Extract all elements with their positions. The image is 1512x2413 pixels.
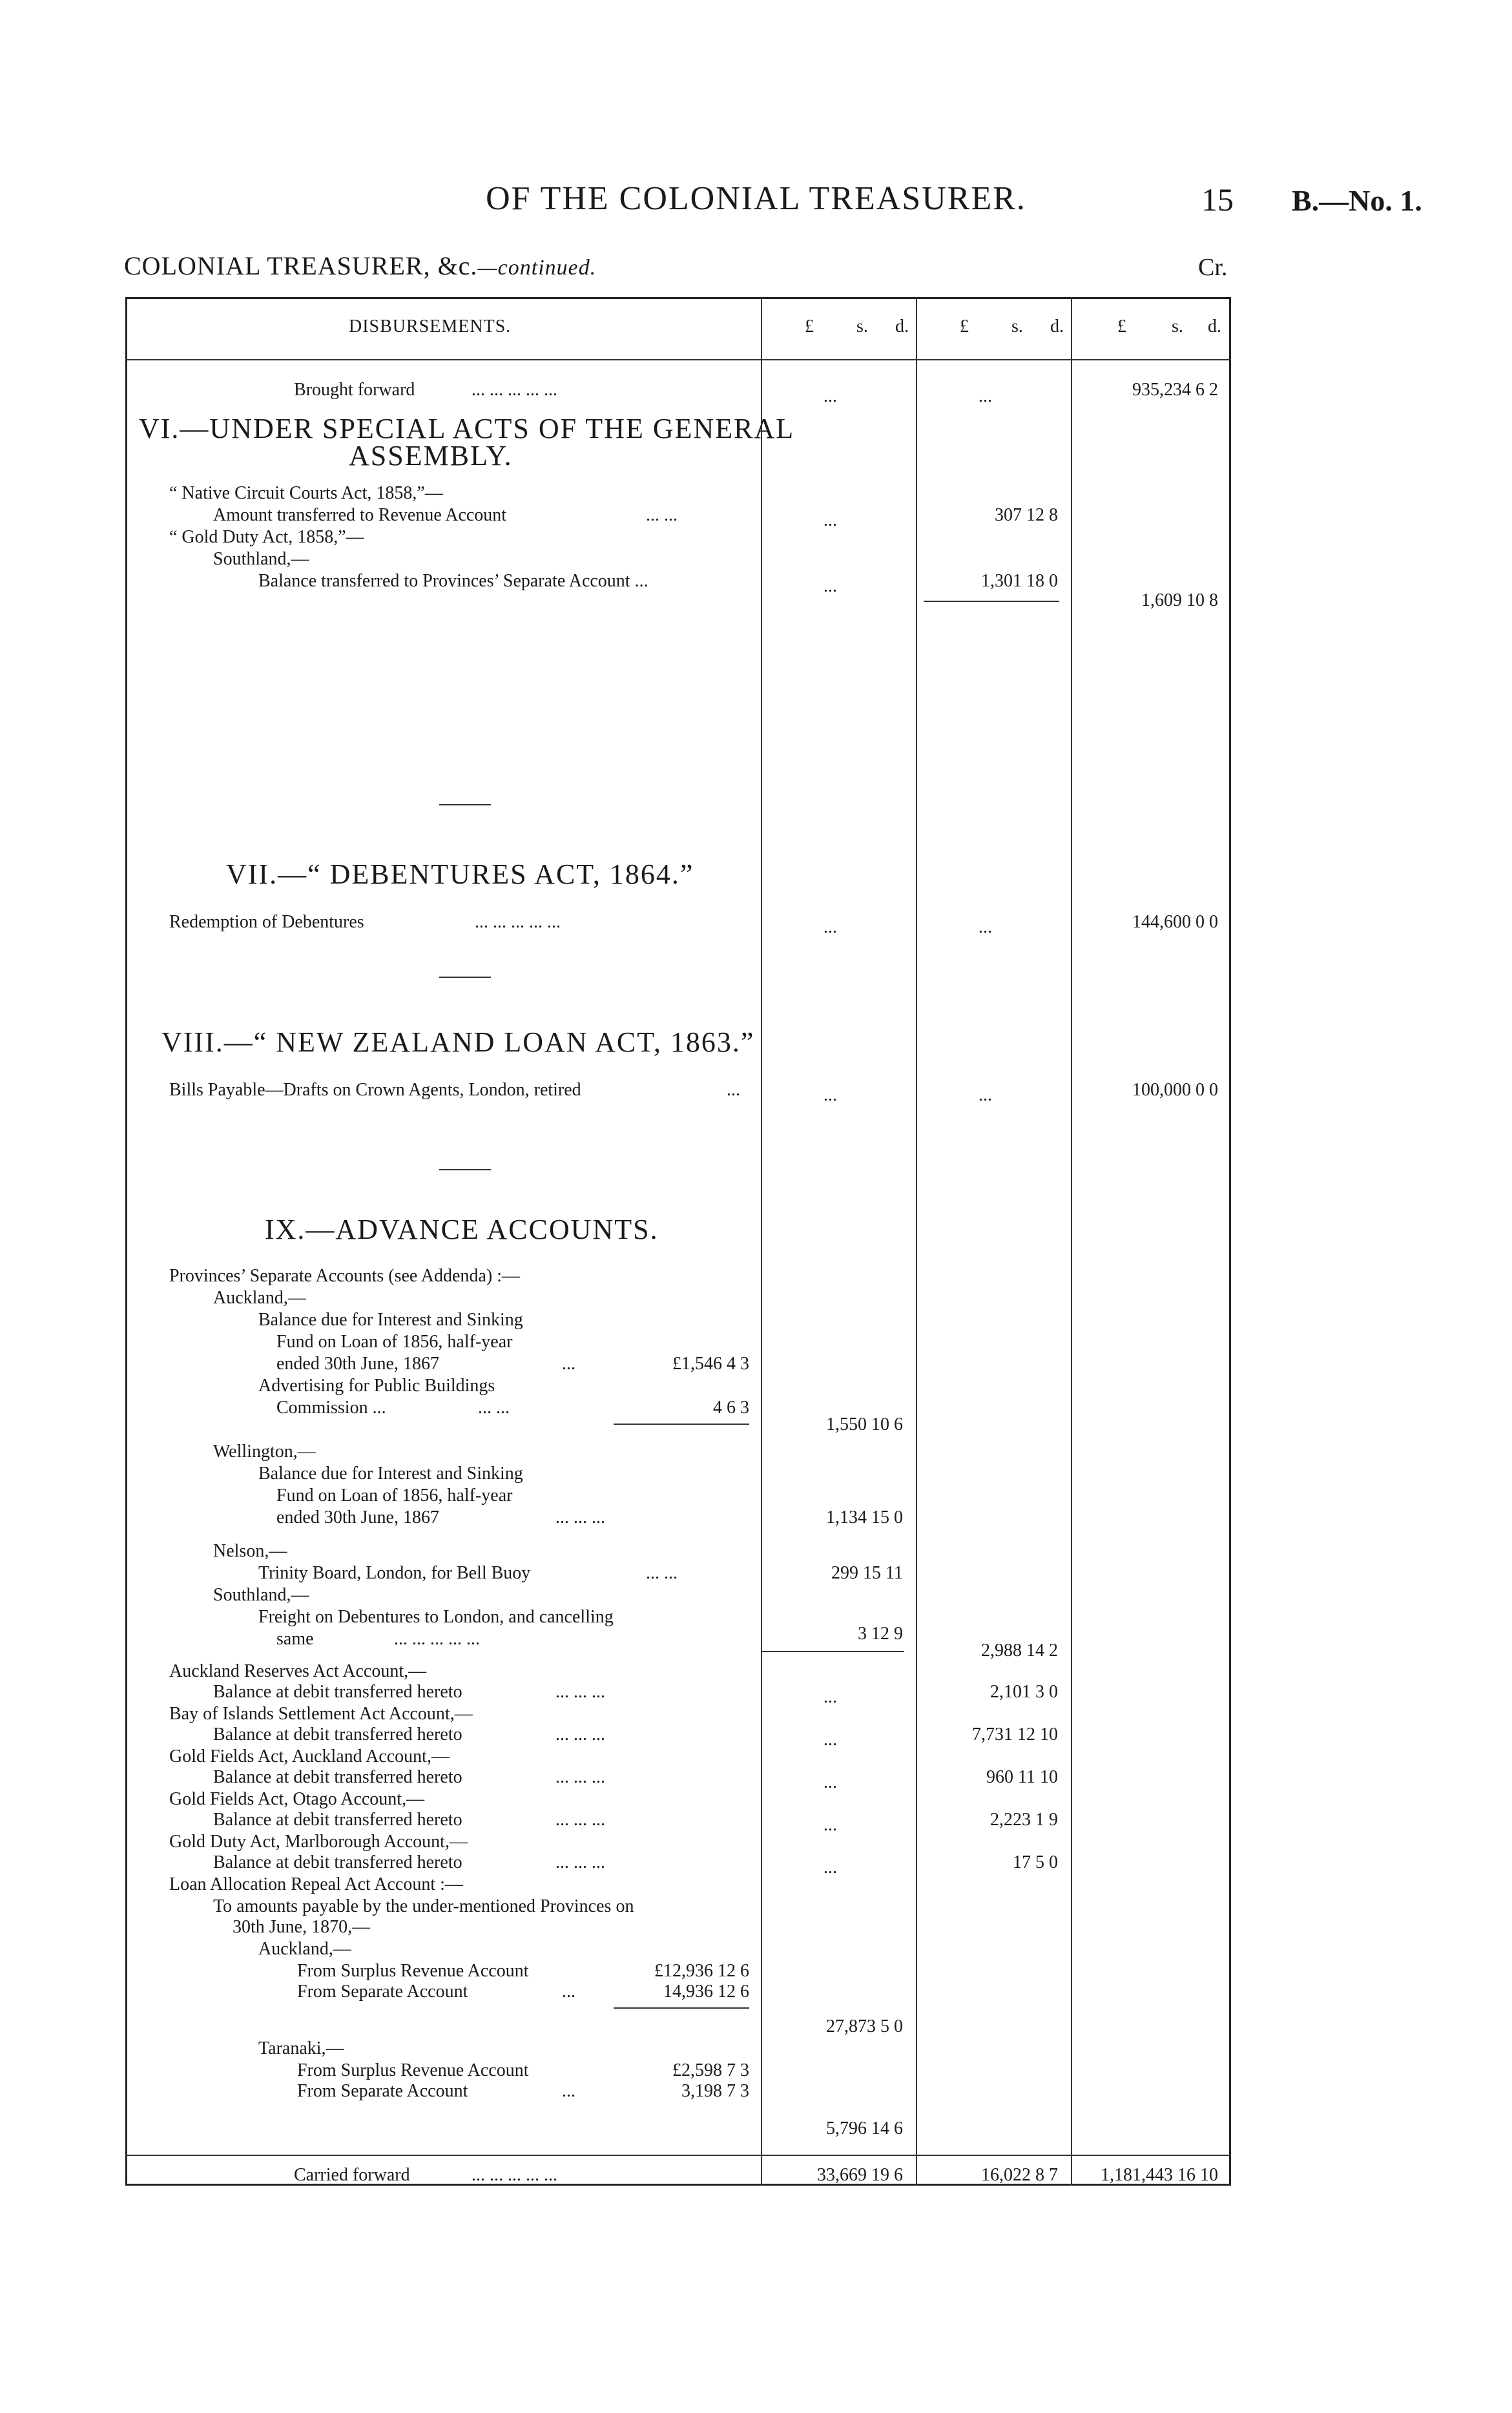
southland-adv-c1: 3 12 9	[858, 1624, 903, 1644]
section-divider	[439, 1169, 491, 1170]
c2-shillings: s.	[1011, 316, 1023, 337]
r5-c2: 17 5 0	[1013, 1852, 1058, 1872]
gold-fields-otago-balance: Balance at debit transferred hereto	[213, 1810, 462, 1830]
wellington-line-3: ended 30th June, 1867	[276, 1507, 439, 1528]
nelson-c1: 299 15 11	[831, 1563, 903, 1583]
sec7-c2: ...	[979, 917, 992, 937]
leader-dots: ... ... ...	[555, 1767, 605, 1787]
cf-c1: 33,669 19 6	[817, 2165, 903, 2185]
sec6-total: 1,609 10 8	[1141, 590, 1218, 610]
sec8-total: 100,000 0 0	[1132, 1080, 1218, 1100]
auckland-line-4: Advertising for Public Buildings	[258, 1376, 495, 1396]
section-vii-title: VII.—“ DEBENTURES ACT, 1864.”	[226, 858, 694, 890]
leader-dots: ...	[727, 1080, 740, 1100]
subtotal-rule	[614, 1424, 749, 1425]
gold-duty-marlborough-balance: Balance at debit transferred hereto	[213, 1852, 462, 1872]
col-divider-3	[1071, 297, 1072, 2186]
subheading-continued: —continued.	[477, 256, 597, 280]
c2-pounds: £	[960, 316, 969, 337]
loan-taranaki-surplus: From Surplus Revenue Account	[297, 2060, 529, 2080]
leader-dots: ... ... ... ... ...	[471, 2165, 557, 2185]
southland-adv-label: Southland,—	[213, 1585, 309, 1605]
carried-forward-label: Carried forward	[294, 2165, 410, 2185]
gold-duty-marlborough: Gold Duty Act, Marlborough Account,—	[169, 1832, 468, 1852]
leader-dots: ... ... ... ... ...	[471, 380, 557, 400]
page-number: 15	[1201, 181, 1234, 218]
sec7-c1: ...	[823, 917, 837, 937]
loan-taranaki-c1: 5,796 14 6	[826, 2118, 903, 2139]
c3-pounds: £	[1117, 316, 1126, 337]
wellington-label: Wellington,—	[213, 1442, 316, 1462]
brought-forward-label: Brought forward	[294, 380, 415, 400]
auckland-line-5: Commission ...	[276, 1398, 386, 1418]
credit-side-label: Cr.	[1198, 254, 1228, 281]
southland-c2: 1,301 18 0	[981, 571, 1058, 591]
loan-allocation-repeal: Loan Allocation Repeal Act Account :—	[169, 1874, 463, 1894]
auckland-line-1: Balance due for Interest and Sinking	[258, 1310, 523, 1330]
section-ix-title: IX.—ADVANCE ACCOUNTS.	[265, 1214, 659, 1245]
auckland-label: Auckland,—	[213, 1288, 306, 1308]
subheading-text: COLONIAL TREASURER, &c.	[124, 251, 478, 280]
auckland-c1: 1,550 10 6	[826, 1414, 903, 1434]
loan-taranaki-label: Taranaki,—	[258, 2038, 344, 2058]
gold-duty-act: “ Gold Duty Act, 1858,”—	[169, 527, 364, 547]
subtotal-rule	[924, 601, 1059, 602]
bf-c1: ...	[823, 386, 837, 406]
provinces-separate-accounts: Provinces’ Separate Accounts (see Addenda) :—	[169, 1266, 520, 1286]
r3-c2: 960 11 10	[986, 1767, 1058, 1787]
c1-pounds: £	[805, 316, 814, 337]
subtotal-rule	[614, 2007, 749, 2009]
table-subheading	[124, 251, 596, 281]
section-vi-title-1: VI.—UNDER SPECIAL ACTS OF THE GENERAL	[139, 413, 795, 444]
auckland-reserves-balance: Balance at debit transferred hereto	[213, 1682, 462, 1702]
loan-auckland-label: Auckland,—	[258, 1939, 351, 1959]
r1-c2: 2,101 3 0	[990, 1682, 1058, 1702]
loan-auckland-c1: 27,873 5 0	[826, 2016, 903, 2036]
r1-c1: ...	[823, 1687, 837, 1707]
wellington-line-1: Balance due for Interest and Sinking	[258, 1464, 523, 1484]
gold-fields-otago: Gold Fields Act, Otago Account,—	[169, 1789, 425, 1809]
header-rule	[125, 359, 1231, 360]
loan-allocation-line-2: To amounts payable by the under-mentioned Provinces on	[213, 1896, 634, 1916]
auckland-line-2: Fund on Loan of 1856, half-year	[276, 1332, 513, 1352]
southland-c1: ...	[823, 576, 837, 596]
leader-dots: ... ... ...	[555, 1724, 605, 1745]
bay-of-islands-balance: Balance at debit transferred hereto	[213, 1724, 462, 1745]
r2-c1: ...	[823, 1730, 837, 1750]
native-circuit-amount: Amount transferred to Revenue Account	[213, 505, 507, 525]
loan-allocation-line-3: 30th June, 1870,—	[233, 1917, 371, 1937]
auckland-line-3: ended 30th June, 1867	[276, 1354, 439, 1374]
r2-c2: 7,731 12 10	[972, 1724, 1058, 1745]
leader-dots: ... ...	[478, 1398, 510, 1418]
auckland-interest-amount: £1,546 4 3	[672, 1354, 749, 1374]
sec8-c1: ...	[823, 1085, 837, 1105]
native-circuit-courts-act: “ Native Circuit Courts Act, 1858,”—	[169, 483, 443, 503]
leader-dots: ...	[562, 2081, 575, 2101]
leader-dots: ... ... ...	[555, 1682, 605, 1702]
loan-taranaki-separate: From Separate Account	[297, 2081, 468, 2101]
c2-pence: d.	[1050, 316, 1064, 337]
c3-shillings: s.	[1172, 316, 1183, 337]
r4-c1: ...	[823, 1815, 837, 1835]
paper-reference: B.—No. 1.	[1292, 184, 1422, 217]
southland-label: Southland,—	[213, 549, 309, 569]
subtotal-rule	[762, 1651, 904, 1652]
bills-payable-label: Bills Payable—Drafts on Crown Agents, London, retired	[169, 1080, 581, 1100]
section-viii-title: VIII.—“ NEW ZEALAND LOAN ACT, 1863.”	[161, 1026, 755, 1058]
loan-auckland-surplus: From Surplus Revenue Account	[297, 1961, 529, 1981]
cf-c2: 16,022 8 7	[981, 2165, 1058, 2185]
sec8-c2: ...	[979, 1085, 992, 1105]
leader-dots: ... ...	[646, 1563, 678, 1583]
native-c1: ...	[823, 510, 837, 530]
loan-auckland-separate-amount: 14,936 12 6	[663, 1982, 749, 2002]
section-divider	[439, 977, 491, 978]
wellington-line-2: Fund on Loan of 1856, half-year	[276, 1486, 513, 1506]
leader-dots: ... ... ...	[555, 1810, 605, 1830]
redemption-label: Redemption of Debentures	[169, 912, 364, 932]
leader-dots: ...	[562, 1354, 575, 1374]
provinces-c2: 2,988 14 2	[981, 1641, 1058, 1661]
r5-c1: ...	[823, 1858, 837, 1878]
leader-dots: ... ... ... ... ...	[394, 1629, 480, 1649]
leader-dots: ... ... ...	[555, 1507, 605, 1528]
disbursements-heading: DISBURSEMENTS.	[349, 316, 512, 337]
auckland-reserves-act: Auckland Reserves Act Account,—	[169, 1661, 427, 1681]
col-divider-1	[761, 297, 762, 2186]
sec7-total: 144,600 0 0	[1132, 912, 1218, 932]
loan-taranaki-separate-amount: 3,198 7 3	[681, 2081, 749, 2101]
r4-c2: 2,223 1 9	[990, 1810, 1058, 1830]
cf-total: 1,181,443 16 10	[1101, 2165, 1218, 2185]
wellington-c1: 1,134 15 0	[826, 1507, 903, 1528]
gold-fields-auckland-balance: Balance at debit transferred hereto	[213, 1767, 462, 1787]
section-vi-title-2: ASSEMBLY.	[349, 440, 513, 471]
native-c2: 307 12 8	[995, 505, 1058, 525]
bf-total: 935,234 6 2	[1132, 380, 1218, 400]
running-title: OF THE COLONIAL TREASURER.	[486, 180, 1026, 217]
c3-pence: d.	[1208, 316, 1221, 337]
c1-pence: d.	[895, 316, 909, 337]
leader-dots: ... ...	[646, 505, 678, 525]
loan-taranaki-surplus-amount: £2,598 7 3	[672, 2060, 749, 2080]
auckland-advertising-amount: 4 6 3	[713, 1398, 749, 1418]
nelson-label: Nelson,—	[213, 1541, 287, 1561]
southland-line-1: Freight on Debentures to London, and cancelling	[258, 1607, 614, 1627]
r3-c1: ...	[823, 1772, 837, 1792]
southland-line-2: same	[276, 1629, 314, 1649]
loan-auckland-separate: From Separate Account	[297, 1982, 468, 2002]
c1-shillings: s.	[856, 316, 868, 337]
leader-dots: ... ... ... ... ...	[475, 912, 561, 932]
leader-dots: ... ... ...	[555, 1852, 605, 1872]
nelson-line-1: Trinity Board, London, for Bell Buoy	[258, 1563, 531, 1583]
southland-balance: Balance transferred to Provinces’ Separate Account ...	[258, 571, 648, 591]
section-divider	[439, 804, 491, 805]
carried-forward-rule	[125, 2155, 1231, 2156]
bf-c2: ...	[979, 386, 992, 406]
leader-dots: ...	[562, 1982, 575, 2002]
loan-auckland-surplus-amount: £12,936 12 6	[654, 1961, 749, 1981]
bay-of-islands-act: Bay of Islands Settlement Act Account,—	[169, 1704, 473, 1724]
gold-fields-auckland: Gold Fields Act, Auckland Account,—	[169, 1746, 450, 1766]
